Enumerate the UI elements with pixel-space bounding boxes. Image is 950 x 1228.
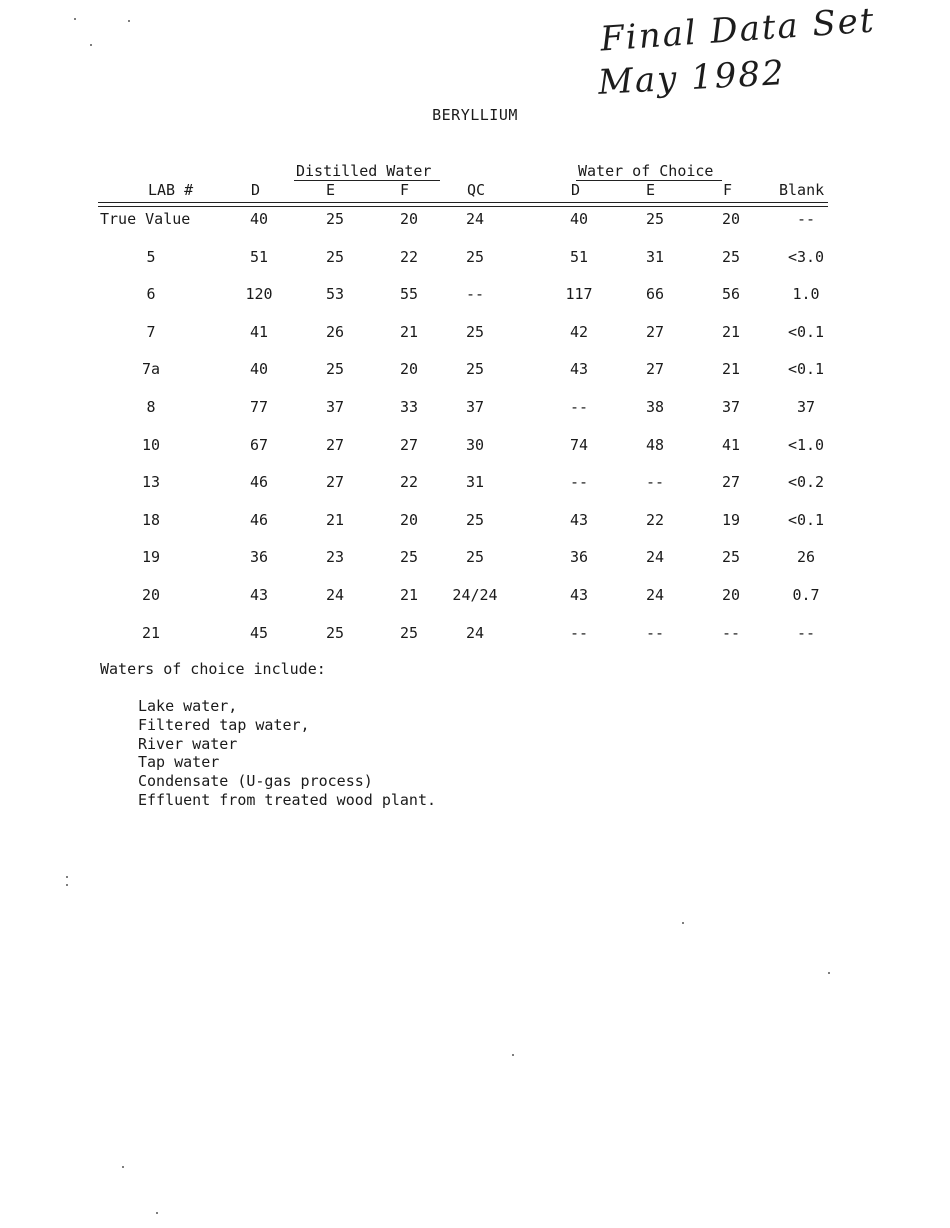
value-cell: 22 <box>399 473 419 492</box>
value-cell: 20 <box>721 586 741 604</box>
scan-speck <box>828 972 830 974</box>
value-cell: 24 <box>645 548 665 567</box>
table-row <box>0 511 950 535</box>
lab-id-cell: 7a <box>141 360 161 379</box>
value-cell: <0.2 <box>787 473 825 492</box>
column-header-dw-e: E <box>326 181 336 199</box>
value-cell: 25 <box>465 360 485 379</box>
value-cell: 25 <box>465 548 485 567</box>
scan-speck <box>156 1212 158 1214</box>
table-row <box>0 398 950 422</box>
value-cell: -- <box>721 623 741 642</box>
value-cell: -- <box>465 285 485 304</box>
value-cell: 77 <box>249 398 269 416</box>
table-row <box>0 360 950 384</box>
notes-list <box>138 697 436 810</box>
table-row <box>0 624 950 648</box>
value-cell: 24/24 <box>452 586 498 604</box>
value-cell: 20 <box>399 510 419 529</box>
lab-id-cell: 8 <box>146 398 156 416</box>
value-cell: -- <box>569 473 589 492</box>
value-cell: <0.1 <box>787 510 825 529</box>
table-row <box>0 248 950 272</box>
value-cell: 37 <box>465 398 485 416</box>
table-row <box>0 586 950 610</box>
lab-id-cell: 13 <box>141 473 161 492</box>
lab-id-cell: 6 <box>146 285 156 304</box>
value-cell: 21 <box>721 322 741 341</box>
value-cell: 51 <box>249 247 269 266</box>
lab-id-cell: 7 <box>146 322 156 341</box>
table-row <box>0 323 950 347</box>
value-cell: 19 <box>721 510 741 529</box>
value-cell: 55 <box>399 285 419 304</box>
value-cell: 74 <box>569 435 589 454</box>
lab-id-cell: True Value <box>100 210 191 228</box>
value-cell: 27 <box>325 473 345 492</box>
value-cell: 46 <box>249 510 269 529</box>
scan-speck <box>512 1054 514 1056</box>
column-header-qc: QC <box>467 181 486 199</box>
value-cell: 43 <box>569 586 589 604</box>
value-cell: 1.0 <box>792 285 820 304</box>
group-header-water-of-choice: Water of Choice <box>578 162 714 180</box>
handwritten-annotation-line2: May 1982 <box>597 53 787 103</box>
value-cell: 26 <box>325 322 345 341</box>
value-cell: 37 <box>325 398 345 416</box>
value-cell: 51 <box>569 247 589 266</box>
column-header-lab: LAB # <box>148 181 194 199</box>
value-cell: 45 <box>249 623 269 642</box>
group-header-underline <box>294 180 440 181</box>
value-cell: 27 <box>645 322 665 341</box>
value-cell: 24 <box>645 586 665 604</box>
value-cell: 67 <box>249 435 269 454</box>
value-cell: 40 <box>569 210 589 228</box>
value-cell: 43 <box>249 586 269 604</box>
value-cell: 21 <box>399 586 419 604</box>
value-cell: 21 <box>399 322 419 341</box>
value-cell: 25 <box>399 548 419 567</box>
value-cell: 25 <box>325 623 345 642</box>
list-item: Effluent from treated wood plant. <box>138 790 437 809</box>
value-cell: 20 <box>399 210 419 228</box>
value-cell: 25 <box>721 548 741 567</box>
lab-id-cell: 5 <box>146 247 156 266</box>
value-cell: 23 <box>325 548 345 567</box>
group-header-distilled-water: Distilled Water <box>296 162 432 180</box>
value-cell: 22 <box>645 510 665 529</box>
value-cell: 26 <box>796 548 816 567</box>
value-cell: 22 <box>399 247 419 266</box>
column-header-wc-e: E <box>646 181 656 199</box>
scan-speck <box>128 20 130 22</box>
lab-id-cell: 19 <box>141 548 161 567</box>
value-cell: 25 <box>399 623 419 642</box>
scan-speck <box>74 18 76 20</box>
value-cell: 36 <box>569 548 589 567</box>
value-cell: -- <box>796 623 816 642</box>
column-header-blank: Blank <box>779 181 825 199</box>
value-cell: 25 <box>645 210 665 228</box>
value-cell: 27 <box>325 435 345 454</box>
value-cell: 40 <box>249 360 269 379</box>
value-cell: 25 <box>465 247 485 266</box>
value-cell: 25 <box>465 510 485 529</box>
value-cell: -- <box>645 473 665 492</box>
value-cell: 43 <box>569 360 589 379</box>
value-cell: <1.0 <box>787 435 825 454</box>
value-cell: 27 <box>721 473 741 492</box>
value-cell: 37 <box>721 398 741 416</box>
handwritten-annotation-line1: Final Data Set <box>598 0 877 60</box>
value-cell: 41 <box>249 322 269 341</box>
value-cell: 24 <box>465 210 485 228</box>
value-cell: 31 <box>645 247 665 266</box>
value-cell: -- <box>796 210 816 228</box>
value-cell: 24 <box>465 623 485 642</box>
column-header-dw-f: F <box>400 181 410 199</box>
header-double-rule <box>98 202 828 203</box>
column-header-wc-f: F <box>723 181 733 199</box>
header-double-rule <box>98 206 828 207</box>
value-cell: 21 <box>721 360 741 379</box>
value-cell: 66 <box>645 285 665 304</box>
value-cell: 25 <box>465 322 485 341</box>
value-cell: -- <box>569 398 589 416</box>
value-cell: <3.0 <box>787 247 825 266</box>
column-header-dw-d: D <box>251 181 261 199</box>
value-cell: 117 <box>565 285 593 304</box>
value-cell: 30 <box>465 435 485 454</box>
value-cell: 120 <box>245 285 273 304</box>
column-header-wc-d: D <box>571 181 581 199</box>
value-cell: 41 <box>721 435 741 454</box>
table-row <box>0 210 950 234</box>
lab-id-cell: 10 <box>141 435 161 454</box>
value-cell: 25 <box>325 247 345 266</box>
list-item: River water <box>138 734 238 753</box>
table-row <box>0 285 950 309</box>
list-item: Condensate (U-gas process) <box>138 772 373 791</box>
scan-speck <box>122 1166 124 1168</box>
page-title: BERYLLIUM <box>432 106 518 124</box>
value-cell: 24 <box>325 586 345 604</box>
value-cell: 20 <box>399 360 419 379</box>
value-cell: 53 <box>325 285 345 304</box>
value-cell: 43 <box>569 510 589 529</box>
list-item: Tap water <box>138 753 220 772</box>
value-cell: 46 <box>249 473 269 492</box>
value-cell: <0.1 <box>787 360 825 379</box>
notes-heading: Waters of choice include: <box>100 660 326 678</box>
value-cell: <0.1 <box>787 322 825 341</box>
value-cell: 38 <box>645 398 665 416</box>
value-cell: 36 <box>249 548 269 567</box>
value-cell: 0.7 <box>792 586 820 604</box>
value-cell: 37 <box>796 398 816 416</box>
table-row <box>0 548 950 572</box>
scan-speck <box>66 884 68 886</box>
value-cell: 48 <box>645 435 665 454</box>
list-item: Filtered tap water, <box>138 715 310 734</box>
value-cell: 25 <box>325 360 345 379</box>
value-cell: 27 <box>399 435 419 454</box>
scan-speck <box>66 876 68 878</box>
value-cell: 20 <box>721 210 741 228</box>
value-cell: 40 <box>249 210 269 228</box>
value-cell: 25 <box>325 210 345 228</box>
table-row <box>0 473 950 497</box>
value-cell: 25 <box>721 247 741 266</box>
value-cell: 21 <box>325 510 345 529</box>
value-cell: 56 <box>721 285 741 304</box>
value-cell: 42 <box>569 322 589 341</box>
table-row <box>0 436 950 460</box>
lab-id-cell: 18 <box>141 510 161 529</box>
value-cell: -- <box>645 623 665 642</box>
lab-id-cell: 20 <box>141 586 161 604</box>
list-item: Lake water, <box>138 697 238 715</box>
scan-speck <box>90 44 92 46</box>
value-cell: 33 <box>399 398 419 416</box>
scan-speck <box>682 922 684 924</box>
value-cell: -- <box>569 623 589 642</box>
lab-id-cell: 21 <box>141 623 161 642</box>
value-cell: 31 <box>465 473 485 492</box>
value-cell: 27 <box>645 360 665 379</box>
